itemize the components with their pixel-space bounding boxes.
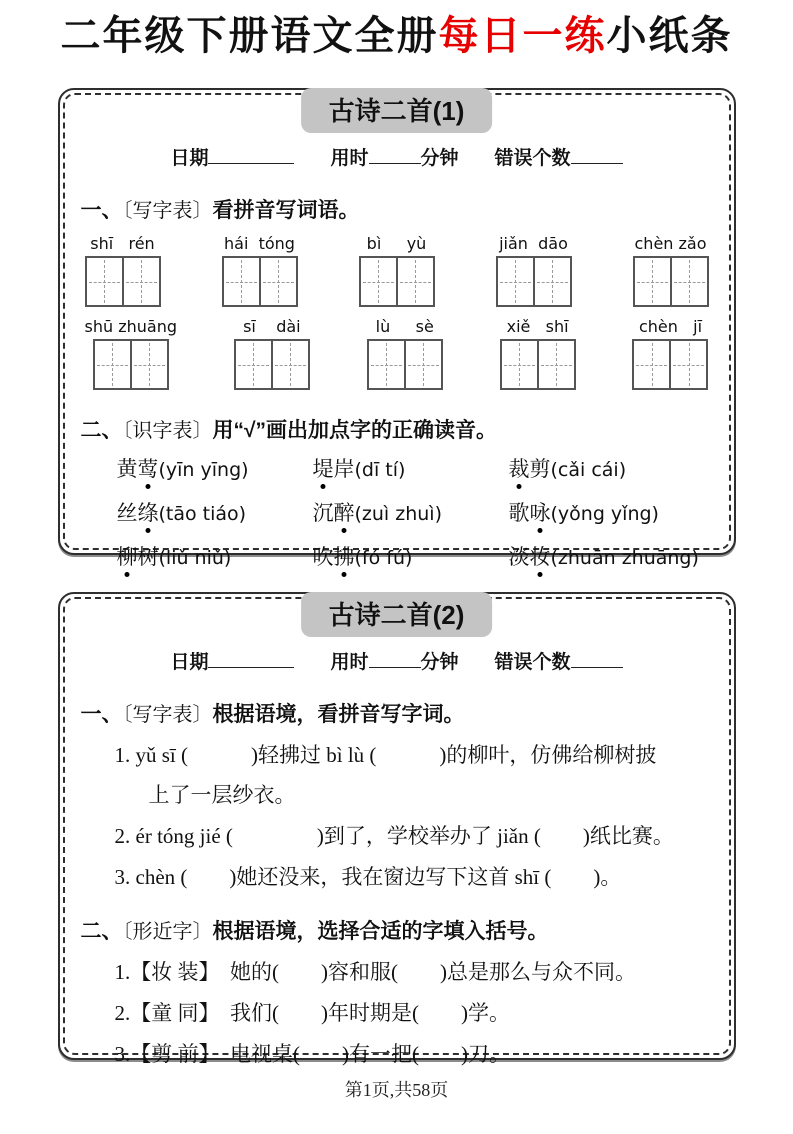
writing-cell	[669, 341, 706, 388]
writing-cell	[224, 258, 259, 305]
pinyin-grid-group	[500, 318, 576, 390]
word-pinyin: (yīn yīng)	[158, 459, 249, 481]
writing-cell	[396, 258, 433, 305]
word-pinyin: (fó fú)	[354, 547, 413, 569]
pinyin-grid-group	[633, 235, 709, 307]
word-text: 淡	[508, 545, 530, 569]
dotted-char: 堤	[312, 457, 334, 481]
worksheet-card-2	[58, 592, 736, 1066]
section-number: 一、	[80, 199, 123, 222]
word-item	[313, 456, 509, 483]
question-line: 2. ér tóng jié ( )到了，学校举办了 jiǎn ( )纸比赛。	[114, 824, 674, 848]
pinyin-label: bì yù	[366, 234, 427, 253]
section-tag: 〔写字表〕	[122, 704, 213, 726]
section-number: 二、	[80, 419, 123, 442]
word-text: 丝	[116, 501, 138, 525]
word-text: 歌	[508, 501, 530, 525]
word-text: 岸	[333, 457, 355, 481]
section-tag: 〔写字表〕	[122, 200, 213, 222]
pinyin-grid-group	[367, 318, 443, 390]
card2-meta-line	[81, 647, 713, 674]
minutes-label: 分钟	[420, 652, 459, 673]
writing-cell	[122, 258, 159, 305]
time-label: 用时	[330, 652, 369, 673]
dotted-char: 绦	[137, 501, 159, 525]
word-item	[313, 544, 509, 571]
pinyin-grid-group	[85, 235, 161, 307]
date-label: 日期	[170, 652, 209, 673]
word-pinyin: (dī tí)	[354, 459, 406, 481]
dotted-char: 裁	[508, 457, 530, 481]
section-number: 二、	[80, 920, 123, 943]
worksheet-card-1	[58, 88, 736, 569]
writing-cell	[271, 341, 308, 388]
card2-section1-heading	[81, 698, 713, 728]
errors-label: 错误个数	[494, 652, 571, 673]
question-line: 3. chèn ( )她还没来，我在窗边写下这首 shī ( )。	[114, 865, 622, 889]
writing-grid	[500, 339, 576, 390]
pinyin-label: xiě shī	[506, 317, 569, 336]
question-line: 1.【妆 装】 她的( )容和服( )总是那么与众不同。	[114, 960, 636, 984]
word-item	[117, 544, 313, 571]
pinyin-row-1	[81, 235, 713, 307]
word-item	[509, 500, 713, 527]
pinyin-label: chèn zǎo	[634, 234, 707, 253]
writing-cell	[502, 341, 537, 388]
writing-grid	[632, 339, 708, 390]
word-pinyin: (yǒng yǐng)	[550, 503, 659, 525]
time-blank	[369, 647, 421, 668]
errors-blank	[571, 143, 623, 164]
writing-cell	[634, 341, 669, 388]
writing-grid	[359, 256, 435, 307]
question-line-continuation: 上了一层纱衣。	[148, 783, 296, 807]
word-text: 沉	[312, 501, 334, 525]
minutes-label: 分钟	[420, 148, 459, 169]
pinyin-grid-group	[234, 318, 310, 390]
card1-meta-line	[81, 143, 713, 170]
card2-title-badge: 古诗二首(2)	[301, 592, 493, 637]
question-line: 1. yǔ sī ( )轻拂过 bì lù ( )的柳叶，仿佛给柳树披	[114, 743, 657, 767]
question-line: 2.【童 同】 我们( )年时期是( )学。	[114, 1001, 510, 1025]
pinyin-row-2	[81, 318, 713, 390]
writing-grid	[496, 256, 572, 307]
pinyin-label: jiǎn dāo	[499, 234, 568, 253]
writing-cell	[404, 341, 441, 388]
date-blank	[208, 143, 294, 164]
word-pinyin: (liǔ niǔ)	[158, 547, 232, 569]
writing-cell	[259, 258, 296, 305]
word-item	[313, 500, 509, 527]
date-blank	[208, 647, 294, 668]
card1-section1-heading	[81, 194, 713, 224]
pinyin-label: chèn jī	[638, 317, 703, 336]
writing-cell	[369, 341, 404, 388]
section-tag: 〔形近字〕	[122, 921, 213, 943]
section-tag: 〔识字表〕	[122, 420, 213, 442]
question-line: 3.【剪 前】 电视桌( )有一把( )刀。	[114, 1042, 510, 1066]
section-title: 看拼音写词语。	[212, 199, 360, 222]
date-label: 日期	[170, 148, 209, 169]
section-number: 一、	[80, 703, 123, 726]
writing-grid	[234, 339, 310, 390]
title-highlight: 每日一练	[438, 14, 607, 58]
writing-cell	[537, 341, 574, 388]
time-label: 用时	[330, 148, 369, 169]
dotted-char: 醉	[333, 501, 355, 525]
writing-cell	[498, 258, 533, 305]
card1-body	[63, 93, 731, 569]
word-text: 黄	[116, 457, 138, 481]
pinyin-grid-group	[222, 235, 298, 307]
word-text: 吹	[312, 545, 334, 569]
writing-cell	[95, 341, 130, 388]
writing-cell	[361, 258, 396, 305]
writing-cell	[670, 258, 707, 305]
word-choice-grid	[81, 456, 713, 571]
writing-cell	[533, 258, 570, 305]
writing-cell	[87, 258, 122, 305]
pinyin-label: lù sè	[375, 317, 434, 336]
pinyin-grid-group	[632, 318, 708, 390]
page-footer: 第1页,共58页	[344, 1080, 449, 1100]
card2-body	[63, 597, 731, 1066]
word-item	[117, 500, 313, 527]
word-text: 剪	[529, 457, 551, 481]
dotted-char: 咏	[529, 501, 551, 525]
dotted-char: 拂	[333, 545, 355, 569]
writing-cell	[130, 341, 167, 388]
dotted-char: 妆	[529, 545, 551, 569]
pinyin-grid-group	[85, 318, 177, 390]
pinyin-label: shū zhuāng	[84, 317, 177, 336]
section-title: 根据语境，选择合适的字填入括号。	[212, 920, 549, 943]
word-pinyin: (zuì zhuì)	[354, 503, 442, 525]
card1-section2-heading	[81, 414, 713, 444]
section-title: 根据语境，看拼音写字词。	[212, 703, 465, 726]
writing-grid	[93, 339, 169, 390]
word-pinyin: (zhuān zhuāng)	[550, 547, 699, 569]
title-part2: 小纸条	[606, 14, 733, 58]
word-pinyin: (tāo tiáo)	[158, 503, 247, 525]
writing-grid	[85, 256, 161, 307]
pinyin-label: shī rén	[90, 234, 155, 253]
writing-grid	[367, 339, 443, 390]
worksheet-page	[0, 12, 793, 1134]
writing-cell	[236, 341, 271, 388]
writing-grid	[633, 256, 709, 307]
pinyin-grid-group	[496, 235, 572, 307]
section-title: 用“√”画出加点字的正确读音。	[212, 419, 498, 442]
errors-label: 错误个数	[494, 148, 571, 169]
writing-grid	[222, 256, 298, 307]
page-title	[0, 12, 793, 60]
pinyin-label: hái tóng	[224, 234, 295, 253]
word-item	[509, 544, 713, 571]
pinyin-grid-group	[359, 235, 435, 307]
errors-blank	[571, 647, 623, 668]
pinyin-label: sī dài	[243, 317, 301, 336]
word-pinyin: (cǎi cái)	[550, 459, 627, 481]
card1-title-badge: 古诗二首(1)	[301, 88, 493, 133]
word-item	[509, 456, 713, 483]
word-text: 树	[137, 545, 159, 569]
title-part1: 二年级下册语文全册	[60, 14, 439, 58]
writing-cell	[635, 258, 670, 305]
word-item	[117, 456, 313, 483]
card2-section2-heading	[81, 915, 713, 945]
time-blank	[369, 143, 421, 164]
dotted-char: 莺	[137, 457, 159, 481]
dotted-char: 柳	[116, 545, 138, 569]
